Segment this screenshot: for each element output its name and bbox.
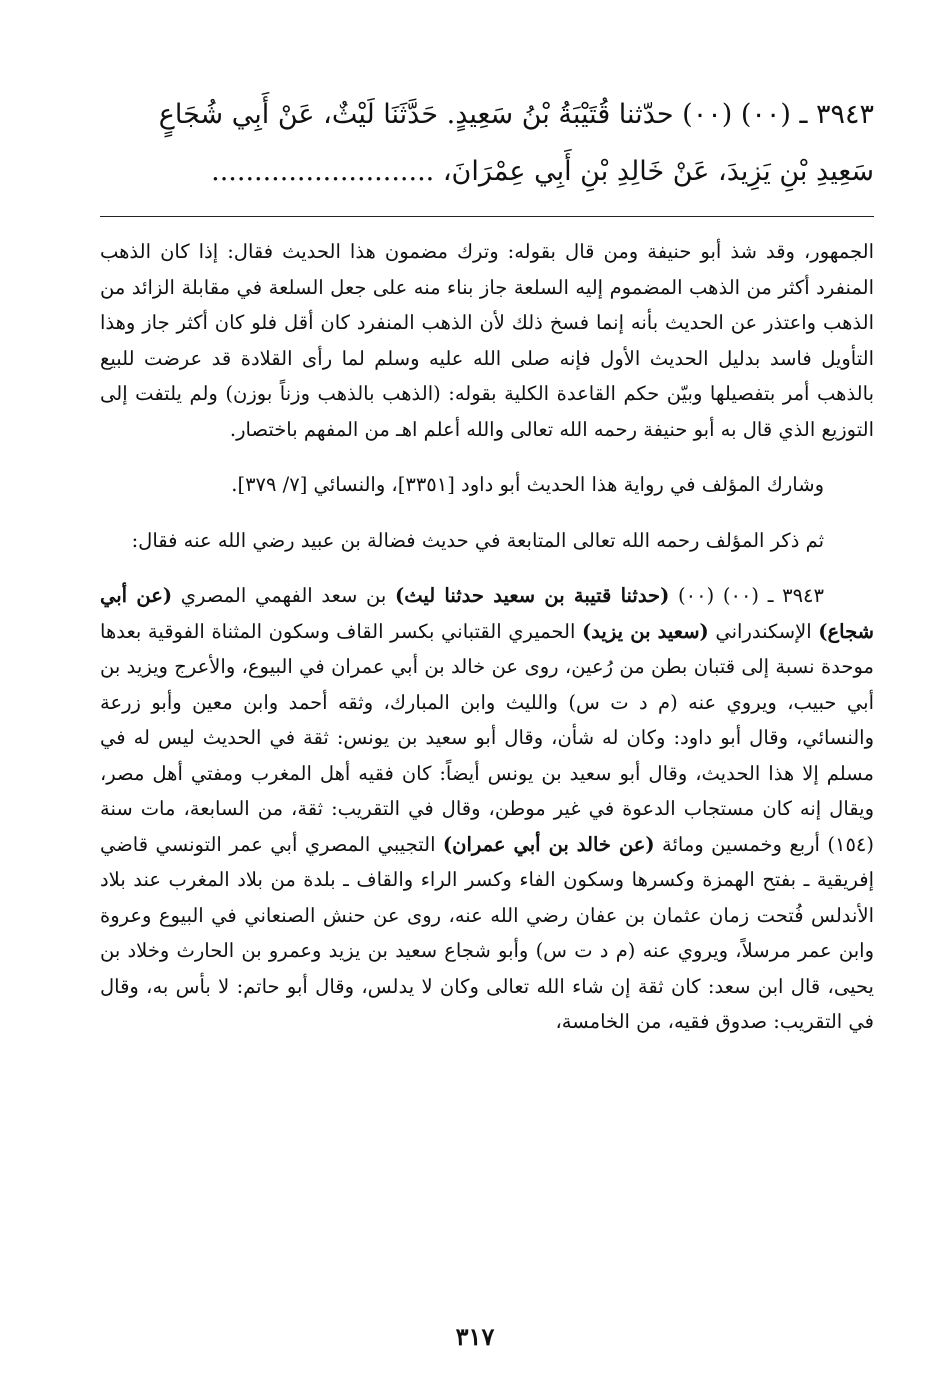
- chain-narrator-khalid: (عن خالد بن أبي عمران): [442, 832, 655, 856]
- paragraph-4-text-2: الإسكندراني: [708, 619, 819, 643]
- commentary-paragraph-2: [100, 467, 874, 503]
- chain-narrator-saeed: (سعيد بن يزيد): [581, 619, 709, 643]
- commentary-paragraph-4: [100, 578, 874, 1040]
- hadith-line-2: سَعِيدِ بْنِ يَزِيدَ، عَنْ خَالِدِ بْنِ أَبِي عِمْرَانَ، ..........................: [211, 156, 874, 187]
- paragraph-4-text-1: بن سعد الفهمي المصري: [172, 584, 395, 607]
- chain-narrator-abu-shujaa: (عن أبي شجاع): [100, 584, 874, 643]
- hadith-text: [100, 86, 874, 200]
- commentary: [100, 234, 874, 1040]
- chain-narrators-1: (حدثنا قتيبة بن سعيد حدثنا ليث): [394, 584, 670, 607]
- page-number: ٣١٧: [455, 1322, 495, 1351]
- paragraph-4-text-4: التجيبي المصري أبي عمر التونسي قاضي إفريقية ـ بفتح الهمزة وكسرها وسكون الفاء وكسر الراء والقاف ـ بلدة من بلاد المغرب عند بلاد الأندلس فُتحت زمان عثمان بن عفان رضي الله عنه، روى عن حنش الصنعاني في البيوع وعروة وابن عمر مرسلاً، ويروي عنه (م د ت س) وأبو شجاع سعيد بن يزيد وعمرو بن الحارث وخلاد بن يحيى، قال ابن سعد: كان ثقة إن شاء الله تعالى وكان لا يدلس، وقال أبو حاتم: لا بأس به، وقال في التقريب: صدوق فقيه، من الخامسة،: [100, 832, 874, 1033]
- hadith-line-1: ٣٩٤٣ ـ (٠٠) (٠٠) حدّثنا قُتَيْبَةُ بْنُ سَعِيدٍ. حَدَّثَنَا لَيْثٌ، عَنْ أَبِي شُجَاعٍ: [158, 99, 874, 130]
- commentary-paragraph-3: [100, 523, 874, 559]
- paragraph-2-text: وشارك المؤلف في رواية هذا الحديث أبو داود [٣٣٥١]، والنسائي [٧/ ٣٧٩].: [231, 473, 824, 496]
- footnote-separator: [100, 216, 874, 217]
- paragraph-4-text-3: الحميري القتباني بكسر القاف وسكون المثناة الفوقية بعدها موحدة نسبة إلى قتبان بطن من رُعين، روى عن خالد بن أبي عمران في البيوع، والأعرج ويزيد بن أبي حبيب، ويروي عنه (م د ت س) والليث وابن المبارك، وثقه أحمد وابن معين وأبو زرعة والنسائي، وقال أبو داود: وكان له شأن، وقال أبو سعيد بن يونس: ثقة في الحديث ليس له في مسلم إلا هذا الحديث، وقال أبو سعيد بن يونس أيضاً: كان فقيه أهل المغرب ومفتي أهل مصر، ويقال إنه كان مستجاب الدعوة في غير موطن، وقال في التقريب: ثقة، من السابعة، مات سنة (١٥٤) أربع وخمسين ومائة: [100, 619, 875, 856]
- commentary-paragraph-1: الجمهور، وقد شذ أبو حنيفة ومن قال بقوله: وترك مضمون هذا الحديث فقال: إذا كان الذهب المنفرد أكثر من الذهب المضموم إليه السلعة جاز بناء منه على جعل السلعة في مقابلة الزائد من الذهب واعتذر عن الحديث بأنه إنما فسخ ذلك لأن الذهب المنفرد كان أقل فلو كان أكثر جاز وهذا التأويل فاسد بدليل الحديث الأول فإنه صلى الله عليه وسلم لما رأى القلادة قد عرضت للبيع بالذهب أمر بتفصيلها وبيّن حكم القاعدة الكلية بقوله: (الذهب بالذهب وزناً بوزن) ولم يلتفت إلى التوزيع الذي قال به أبو حنيفة رحمه الله تعالى والله أعلم اهـ من المفهم باختصار.: [100, 240, 874, 441]
- paragraph-3-text: ثم ذكر المؤلف رحمه الله تعالى المتابعة في حديث فضالة بن عبيد رضي الله عنه فقال:: [131, 528, 824, 552]
- paragraph-4-number: ٣٩٤٣ ـ (٠٠) (٠٠): [669, 584, 824, 607]
